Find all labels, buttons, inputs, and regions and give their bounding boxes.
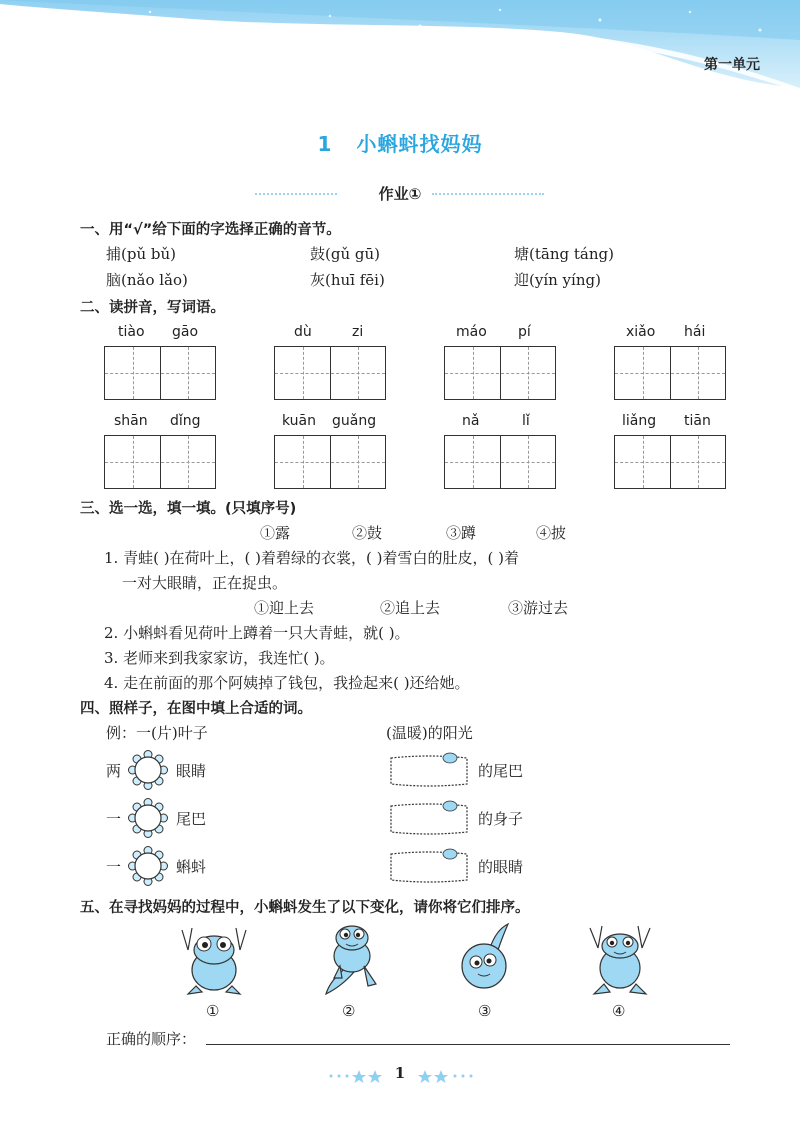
choice-item[interactable]: 迎(yín yíng) <box>514 271 601 289</box>
pinyin: lǐ <box>522 413 530 429</box>
pinyin: tiào <box>118 324 145 340</box>
row-suffix: 尾巴 <box>176 810 207 828</box>
pinyin: xiǎo <box>626 324 656 340</box>
pinyin: dǐng <box>170 413 201 429</box>
option: ②追上去 <box>380 599 441 617</box>
option: ④披 <box>536 524 567 542</box>
image-label: ① <box>206 1002 220 1020</box>
writing-grid[interactable] <box>614 435 726 489</box>
flower-blank[interactable] <box>128 750 168 790</box>
sign-suffix: 的眼睛 <box>478 858 524 876</box>
sign-suffix: 的身子 <box>478 810 524 828</box>
order-answer-line[interactable] <box>206 1044 730 1045</box>
pinyin: shān <box>114 413 148 429</box>
question-1[interactable]: 1. 青蛙( )在荷叶上，( )着碧绿的衣裳，( )着雪白的肚皮，( )着 <box>104 549 519 567</box>
choice-item[interactable]: 捕(pǔ bǔ) <box>106 245 176 263</box>
pinyin: liǎng <box>622 413 657 429</box>
question-4[interactable]: 4. 走在前面的那个阿姨掉了钱包，我捡起来( )还给她。 <box>104 674 470 692</box>
writing-grid[interactable] <box>444 435 556 489</box>
image-label: ③ <box>478 1002 492 1020</box>
frog-image-2 <box>320 920 380 996</box>
question-1-cont: 一对大眼睛，正在捉虫。 <box>122 574 288 592</box>
question-3[interactable]: 3. 老师来到我家家访，我连忙( )。 <box>104 649 335 667</box>
choice-item[interactable]: 塘(tāng táng) <box>514 245 614 263</box>
pinyin: gāo <box>172 324 199 340</box>
homework-label: 作业① <box>378 185 422 203</box>
header-banner <box>0 0 800 140</box>
option: ①露 <box>260 524 291 542</box>
section2-heading: 二、读拼音，写词语。 <box>80 300 225 316</box>
option: ②鼓 <box>352 524 383 542</box>
writing-grid[interactable] <box>614 346 726 400</box>
choice-item[interactable]: 脑(nǎo lǎo) <box>106 271 188 289</box>
writing-grid[interactable] <box>444 346 556 400</box>
writing-grid[interactable] <box>274 435 386 489</box>
row-suffix: 眼睛 <box>176 762 207 780</box>
question-2[interactable]: 2. 小蝌蚪看见荷叶上蹲着一只大青蛙，就( )。 <box>104 624 410 642</box>
frog-image-1 <box>178 920 250 996</box>
example-left: 例：一(片)叶子 <box>106 724 208 742</box>
sign-blank[interactable] <box>388 800 470 838</box>
row-prefix: 两 <box>106 762 122 780</box>
section4-heading: 四、照样子，在图中填上合适的词。 <box>80 701 312 717</box>
lesson-number: 1 <box>317 132 333 156</box>
example-right: (温暖)的阳光 <box>386 724 473 742</box>
row-suffix: 蝌蚪 <box>176 858 207 876</box>
section5-heading: 五、在寻找妈妈的过程中，小蝌蚪发生了以下变化，请你将它们排序。 <box>80 900 530 916</box>
option: ③蹲 <box>446 524 477 542</box>
pinyin: nǎ <box>462 413 480 429</box>
pinyin: zi <box>352 324 364 340</box>
pinyin: máo <box>456 324 487 340</box>
option: ③游过去 <box>508 599 569 617</box>
choice-item[interactable]: 鼓(gǔ gū) <box>310 245 380 263</box>
row-prefix: 一 <box>106 858 122 876</box>
pinyin: tiān <box>684 413 711 429</box>
pinyin: pí <box>518 324 531 340</box>
writing-grid[interactable] <box>104 435 216 489</box>
flower-blank[interactable] <box>128 846 168 886</box>
sign-blank[interactable] <box>388 752 470 790</box>
sign-suffix: 的尾巴 <box>478 762 524 780</box>
order-label: 正确的顺序： <box>106 1030 197 1048</box>
pinyin: guǎng <box>332 413 377 429</box>
frog-image-4 <box>584 920 656 996</box>
image-label: ④ <box>612 1002 626 1020</box>
flower-blank[interactable] <box>128 798 168 838</box>
frog-image-3 <box>456 920 516 996</box>
pinyin: hái <box>684 324 706 340</box>
image-label: ② <box>342 1002 356 1020</box>
lesson-name: 小蝌蚪找妈妈 <box>356 132 483 156</box>
option: ①迎上去 <box>254 599 315 617</box>
pinyin: dù <box>294 324 312 340</box>
section3-heading: 三、选一选，填一填。(只填序号) <box>80 501 297 517</box>
writing-grid[interactable] <box>104 346 216 400</box>
page-number: 1 <box>394 1064 406 1082</box>
pinyin: kuān <box>282 413 317 429</box>
writing-grid[interactable] <box>274 346 386 400</box>
lesson-title <box>0 128 800 157</box>
row-prefix: 一 <box>106 810 122 828</box>
sign-blank[interactable] <box>388 848 470 886</box>
section1-heading: 一、用“√”给下面的字选择正确的音节。 <box>80 222 341 238</box>
unit-label: 第一单元 <box>704 57 760 73</box>
choice-item[interactable]: 灰(huī fēi) <box>310 271 385 289</box>
